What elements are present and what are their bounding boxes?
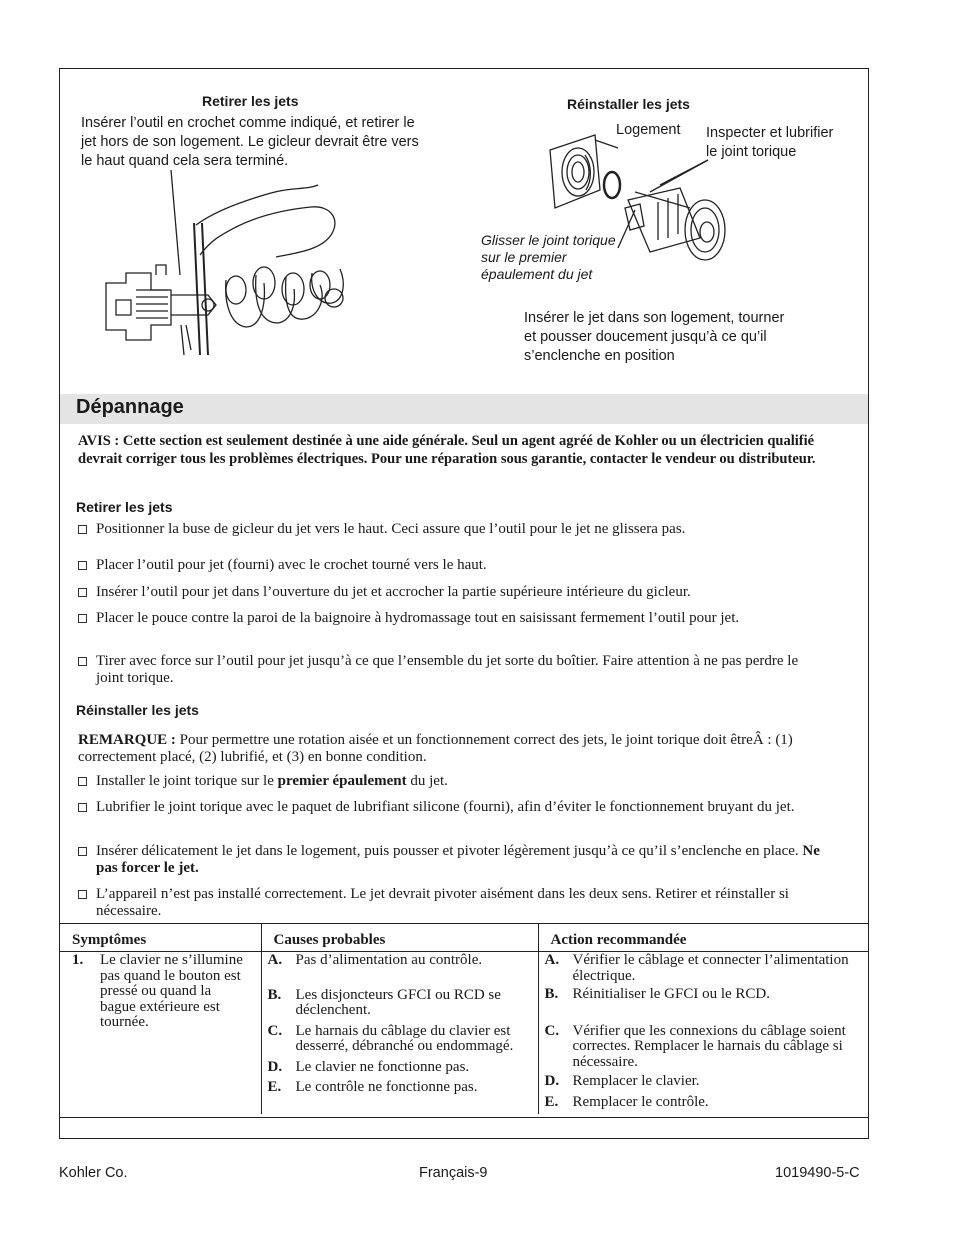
figure-right-title: Réinstaller les jets xyxy=(567,96,690,112)
list-item: Placer l’outil pour jet (fourni) avec le crochet tourné vers le haut. xyxy=(78,557,828,574)
jet-removal-illustration xyxy=(96,165,366,365)
cause-item: E. Le contrôle ne fonctionne pas. xyxy=(267,1079,478,1095)
checkbox-icon xyxy=(78,890,87,899)
checkbox-icon xyxy=(78,777,87,786)
list-item: Tirer avec force sur l’outil pour jet jusqu’à ce que l’ensemble du jet sorte du boîtier. Faire attention à ne pas perdre le joint torique. xyxy=(78,653,828,687)
list-item: Placer le pouce contre la paroi de la baignoire à hydromassage tout en saisissant fermement l’outil pour jet. xyxy=(78,610,828,627)
list-item: Insérer l’outil pour jet dans l’ouverture du jet et accrocher la partie supérieure intérieure du gicleur. xyxy=(78,584,828,601)
reinstall-jets-heading: Réinstaller les jets xyxy=(76,702,199,718)
action-item: A. Vérifier le câblage et connecter l’alimentation électrique. xyxy=(544,952,849,984)
leader-line xyxy=(171,170,180,275)
section-title: Dépannage xyxy=(76,396,184,418)
label-slide-oring: Glisser le joint torique sur le premier épaulement du jet xyxy=(481,232,616,282)
cause-item: A. Pas d’alimentation au contrôle. xyxy=(267,952,483,968)
footer-company: Kohler Co. xyxy=(59,1165,128,1181)
cause-item: C. Le harnais du câblage du clavier est desserré, débranché ou endommagé. xyxy=(267,1022,514,1054)
checkbox-icon xyxy=(78,657,87,666)
list-item: Lubrifier le joint torique avec le paquet de lubrifiant silicone (fourni), afin d’éviter le fonctionnement bruyant du jet. xyxy=(78,799,828,816)
footer-page-number: Français-9 xyxy=(419,1165,488,1181)
action-item: E. Remplacer le contrôle. xyxy=(544,1093,709,1110)
checkbox-icon xyxy=(78,847,87,856)
footer-doc-number: 1019490-5-C xyxy=(775,1165,860,1181)
checkbox-icon xyxy=(78,525,87,534)
checkbox-icon xyxy=(78,614,87,623)
figure-left-caption: Insérer l’outil en crochet comme indiqué, et retirer le jet hors de son logement. Le gicleur devrait être vers le haut quand cela sera terminé. xyxy=(81,115,419,169)
cause-item: B. Les disjoncteurs GFCI ou RCD se déclenchent. xyxy=(267,986,501,1018)
table-bottom-rule xyxy=(60,1117,868,1118)
actions-cell xyxy=(538,952,868,1115)
list-item: Positionner la buse de gicleur du jet vers le haut. Ceci assure que l’outil pour le jet ne glissera pas. xyxy=(78,521,828,538)
header-symptoms: Symptômes xyxy=(60,924,261,952)
header-actions: Action recommandée xyxy=(538,924,868,952)
remark-label: REMARQUE : xyxy=(78,732,176,748)
table-row xyxy=(60,952,868,1115)
checkbox-icon xyxy=(78,588,87,597)
cause-item: D. Le clavier ne fonctionne pas. xyxy=(267,1058,470,1075)
checkbox-icon xyxy=(78,561,87,570)
remark-text: REMARQUE : Pour permettre une rotation aisée et un fonctionnement correct des jets, le joint torique doit êtreÂ : (1) correctement placé, (2) lubrifié, et (3) en bonne condition. xyxy=(78,732,793,765)
action-item: D. Remplacer le clavier. xyxy=(544,1073,700,1089)
action-item: C. Vérifier que les connexions du câblage soient correctes. Remplacer le harnais du câblage si nécessaire. xyxy=(544,1022,846,1070)
figure-right-caption: Insérer le jet dans son logement, tourner et pousser doucement jusqu’à ce qu’il s’enclenche en position xyxy=(524,310,785,364)
list-item: Insérer délicatement le jet dans le logement, puis pousser et pivoter légèrement jusqu’à ce qu’il s’enclenche en place. Ne pas forcer le jet. xyxy=(78,843,828,877)
oring-shape xyxy=(604,172,620,198)
figure-left-title: Retirer les jets xyxy=(202,93,299,109)
list-item: L’appareil n’est pas installé correctement. Le jet devrait pivoter aisément dans les deux sens. Retirer et réinstaller si nécessaire. xyxy=(78,886,828,920)
label-inspect-lubricate: Inspecter et lubrifier le joint torique xyxy=(706,125,834,160)
action-item: B. Réinitialiser le GFCI ou le RCD. xyxy=(544,986,770,1002)
notice-text: AVIS : Cette section est seulement destinée à une aide générale. Seul un agent agréé de Kohler ou un électricien qualifié devrait corriger tous les problèmes électriques. Pour une réparation sous garantie, contacter le vendeur ou distributeur. xyxy=(78,433,816,467)
table-header-row xyxy=(60,924,868,952)
troubleshooting-table xyxy=(60,923,868,1114)
leader-housing xyxy=(595,140,618,148)
jet-reinstall-illustration xyxy=(540,130,740,290)
checkbox-icon xyxy=(78,803,87,812)
remove-jets-heading: Retirer les jets xyxy=(76,499,173,515)
symptom-cell: 1. Le clavier ne s’illumine pas quand le bouton est pressé ou quand la bague extérieure est tournée. xyxy=(72,952,243,1030)
list-item: Installer le joint torique sur le premier épaulement du jet. xyxy=(78,773,828,790)
causes-cell xyxy=(261,952,538,1115)
header-causes: Causes probables xyxy=(261,924,538,952)
label-housing: Logement xyxy=(616,122,681,138)
